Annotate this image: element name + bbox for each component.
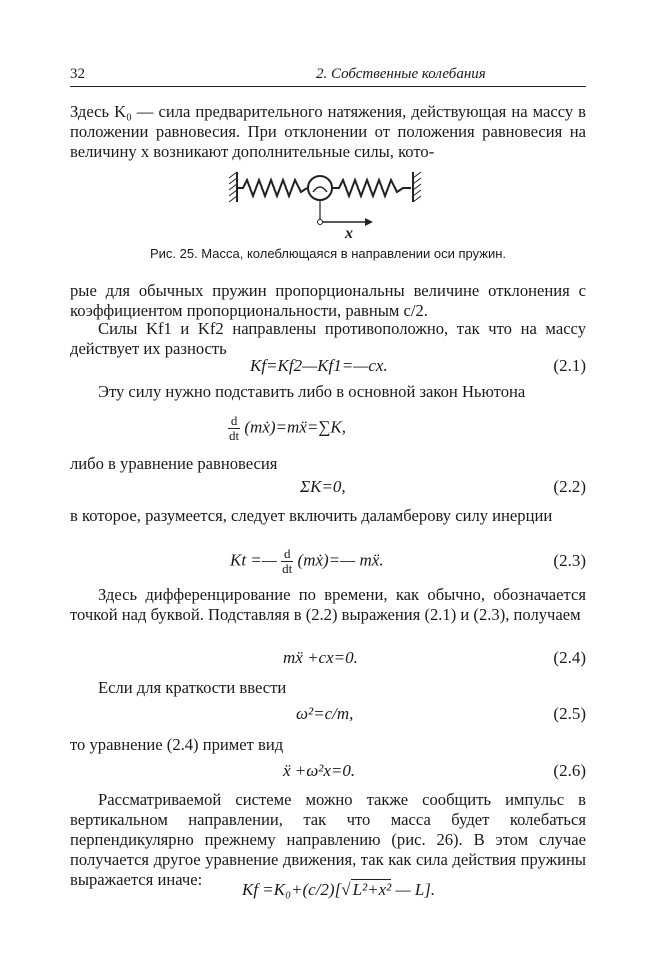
equation-number: (2.6) (553, 761, 586, 780)
left-spring (237, 180, 307, 196)
equation-body: ẍ +ω²x=0. (283, 761, 356, 780)
paragraph-2: рые для обычных пружин пропорциональны величине отклонения с коэффициентом пропорциональности, равным c/2. (70, 281, 586, 320)
equation-number: (2.5) (553, 704, 586, 723)
equation-rest: (mẋ)=— mẍ. (297, 550, 384, 570)
origin-marker (318, 220, 323, 225)
equation-post: — L]. (391, 880, 436, 899)
paragraph-6: в которое, разумеется, следует включить даламберову силу инерции (70, 506, 553, 525)
left-wall-hatch (229, 172, 237, 202)
equation-body: Kf=Kf2—Kf1=—cx. (250, 356, 388, 375)
equation-body (230, 547, 384, 576)
paragraph-5: либо в уравнение равновесия (70, 454, 278, 473)
equation-spring-force (70, 880, 586, 904)
paragraph-4: Эту силу нужно подставить либо в основной закон Ньютона (98, 382, 526, 401)
equation-2-3 (70, 543, 586, 579)
paragraph-3: Силы Kf1 и Kf2 направлены противоположно, так что на массу действует их разность (70, 319, 586, 358)
running-header (70, 66, 585, 86)
sqrt-sign: √ (341, 880, 351, 899)
x-axis-label: x (345, 225, 353, 240)
figure-25 (225, 168, 425, 240)
paragraph-7: Здесь дифференцирование по времени, как обычно, обозначается точкой над буквой. Подставляя в (2.2) выражения (2.1) и (2.3), получаем (70, 585, 586, 624)
equation-body: ω²=c/m, (296, 704, 354, 723)
right-spring (333, 180, 411, 196)
equation-root: L²+x² (352, 880, 392, 899)
equation-2-1 (70, 356, 586, 380)
equation-rest: (mẋ)=mẍ=∑K, (244, 417, 346, 437)
equation-number: (2.1) (553, 356, 586, 375)
equation-2-6 (70, 761, 586, 785)
equation-body (228, 414, 346, 443)
equation-number: (2.3) (553, 551, 586, 570)
spring-mass-diagram (225, 168, 425, 240)
equation-number: (2.4) (553, 648, 586, 667)
right-wall-hatch (413, 172, 421, 202)
equation-number: (2.2) (553, 477, 586, 496)
equation-2-2 (70, 477, 586, 501)
fraction: $\frac{d}{dt}$ (229, 413, 240, 443)
mass (308, 176, 332, 200)
paragraph-9: то уравнение (2.4) примет вид (70, 735, 284, 754)
equation-body (242, 880, 435, 900)
chapter-title: 2. Собственные колебания (316, 66, 486, 82)
equation-body: ΣK=0, (300, 477, 346, 496)
equation-pre: Kf =K₀+(c/2)[ (242, 880, 342, 899)
equation-body: mẍ +cx=0. (283, 648, 358, 667)
equation-newton (70, 410, 586, 446)
paragraph-8: Если для краткости ввести (98, 678, 287, 697)
paragraph-10: Рассматриваемой системе можно также сообщить импульс в вертикальном направлении, так что масса будет колебаться перпендикулярно прежнему направлению (рис. 26). В этом случае получается другое уравнение движения, так как сила действия пружины выражается иначе: (70, 790, 586, 889)
equation-2-4 (70, 648, 586, 672)
paragraph-1: Здесь K₀ — сила предварительного натяжения, действующая на массу в положении равновесия. При отклонении от положения равновесия на величину x возникают дополнительные силы, кото- (70, 102, 586, 161)
fraction: $\frac{d}{dt}$ (282, 546, 293, 576)
header-rule (70, 86, 586, 87)
figure-caption: Рис. 25. Масса, колеблющаяся в направлении оси пружин. (149, 246, 507, 261)
equation-2-5 (70, 704, 586, 728)
page-number: 32 (70, 66, 85, 82)
x-axis-arrowhead (365, 218, 373, 226)
equation-lhs: Kt =— (230, 550, 277, 570)
